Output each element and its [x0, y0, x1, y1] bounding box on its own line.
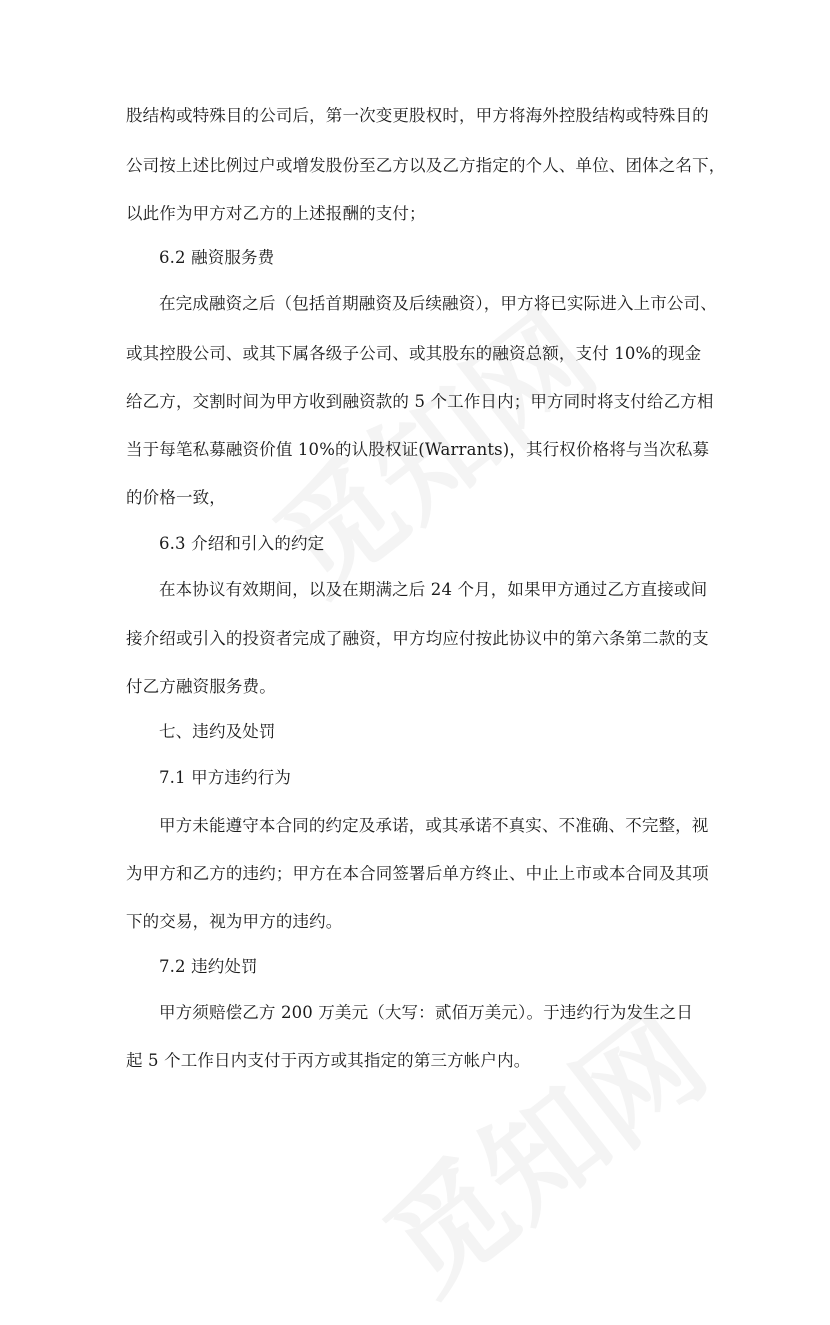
paragraph-line: 股结构或特殊目的公司后，第一次变更股权时，甲方将海外控股结构或特殊目的 [126, 106, 709, 125]
paragraph-line: 甲方须赔偿乙方 200 万美元（大写：贰佰万美元）。于违约行为发生之日 [159, 1003, 693, 1022]
paragraph-line: 为甲方和乙方的违约；甲方在本合同签署后单方终止、中止上市或本合同及其项 [126, 864, 709, 883]
paragraph-line: 起 5 个工作日内支付于丙方或其指定的第三方帐户内。 [126, 1051, 531, 1070]
section-heading: 7.2 违约处罚 [159, 957, 258, 976]
paragraph-line: 接介绍或引入的投资者完成了融资，甲方均应付按此协议中的第六条第二款的支 [126, 629, 709, 648]
section-heading: 7.1 甲方违约行为 [159, 768, 291, 787]
paragraph-line: 付乙方融资服务费。 [126, 677, 276, 696]
paragraph-line: 以此作为甲方对乙方的上述报酬的支付； [126, 204, 426, 223]
paragraph-line: 下的交易，视为甲方的违约。 [126, 912, 343, 931]
paragraph-line: 给乙方，交割时间为甲方收到融资款的 5 个工作日内；甲方同时将支付给乙方相 [126, 392, 714, 411]
paragraph-line: 的价格一致， [126, 488, 226, 507]
chapter-heading: 七、违约及处罚 [159, 722, 276, 741]
section-heading: 6.3 介绍和引入的约定 [159, 534, 325, 553]
paragraph-line: 或其控股公司、或其下属各级子公司、或其股东的融资总额，支付 10%的现金 [126, 344, 702, 363]
section-heading: 6.2 融资服务费 [159, 248, 275, 267]
paragraph-line: 当于每笔私募融资价值 10%的认股权证(Warrants)，其行权价格将与当次私募 [126, 440, 710, 459]
paragraph-line: 公司按上述比例过户或增发股份至乙方以及乙方指定的个人、单位、团体之名下， [126, 156, 726, 175]
paragraph-line: 在完成融资之后（包括首期融资及后续融资），甲方将已实际进入上市公司、 [159, 294, 717, 313]
paragraph-line: 在本协议有效期间，以及在期满之后 24 个月，如果甲方通过乙方直接或间 [159, 580, 708, 599]
paragraph-line: 甲方未能遵守本合同的约定及承诺，或其承诺不真实、不准确、不完整，视 [159, 816, 709, 835]
